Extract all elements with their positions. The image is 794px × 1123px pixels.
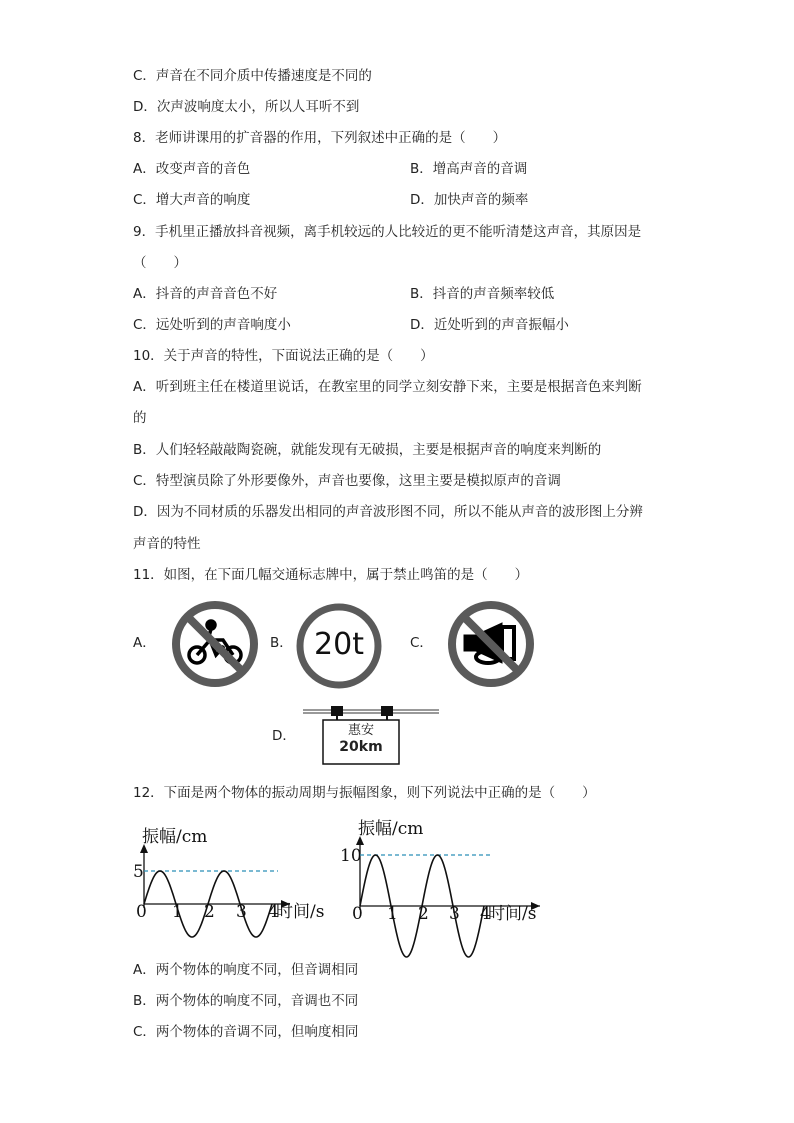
q11-label-d[interactable]: D． — [272, 728, 296, 744]
x-tick-label: 2 — [204, 902, 215, 922]
q10-option-d[interactable]: D．因为不同材质的乐器发出相同的声音波形图不同，所以不能从声音的波形图上分辨 — [133, 504, 643, 520]
q11-label-a[interactable]: A． — [133, 635, 156, 651]
question-10-stem: 10．关于声音的特性，下面说法正确的是（ ） — [133, 348, 434, 364]
weight-limit-text: 20t — [314, 627, 364, 662]
q9-option-a[interactable]: A．抖音的声音音色不好 — [133, 286, 278, 302]
x-tick-label: 2 — [418, 904, 429, 924]
y-tick-label: 10 — [340, 846, 362, 866]
q12-option-a[interactable]: A．两个物体的响度不同，但音调相同 — [133, 962, 359, 978]
q12-option-c[interactable]: C．两个物体的音调不同，但响度相同 — [133, 1024, 359, 1040]
vibration-chart-2 — [330, 818, 570, 948]
distance-sign-place: 惠安 — [347, 723, 374, 738]
x-tick-label: 3 — [449, 904, 460, 924]
x-tick-label: 1 — [172, 902, 183, 922]
q10-option-c[interactable]: C．特型演员除了外形要像外，声音也要像，这里主要是模拟原声的音调 — [133, 473, 561, 489]
q8-option-a[interactable]: A．改变声音的音色 — [133, 161, 251, 177]
y-tick-label: 5 — [133, 862, 144, 882]
q10-option-a[interactable]: A．听到班主任在楼道里说话，在教室里的同学立刻安静下来，主要是根据音色来判断 — [133, 379, 642, 395]
question-12-stem: 12．下面是两个物体的振动周期与振幅图象，则下列说法中正确的是（ ） — [133, 785, 596, 801]
no-horn-sign — [444, 601, 538, 687]
q11-label-c[interactable]: C． — [410, 635, 433, 651]
x-tick-label: 4 — [268, 902, 279, 922]
vibration-chart-1 — [130, 826, 330, 946]
q10-option-a-cont: 的 — [133, 410, 147, 426]
option-c-prev: C．声音在不同介质中传播速度是不同的 — [133, 68, 372, 84]
x-tick-label: 0 — [136, 902, 147, 922]
question-9-bracket: （ ） — [133, 255, 187, 271]
no-motorcycle-sign — [168, 600, 262, 688]
q9-option-b[interactable]: B．抖音的声音频率较低 — [410, 286, 555, 302]
q10-option-b[interactable]: B．人们轻轻敲敲陶瓷碗，就能发现有无破损，主要是根据声音的响度来判断的 — [133, 442, 602, 458]
question-8-stem: 8．老师讲课用的扩音器的作用，下列叙述中正确的是（ ） — [133, 130, 507, 146]
q9-option-d[interactable]: D．近处听到的声音振幅小 — [410, 317, 569, 333]
distance-sign-km: 20km — [339, 739, 383, 755]
q8-option-c[interactable]: C．增大声音的响度 — [133, 192, 251, 208]
y-axis-label: 振幅/cm — [358, 819, 424, 839]
q9-option-c[interactable]: C．远处听到的声音响度小 — [133, 317, 291, 333]
q11-label-b[interactable]: B． — [270, 635, 293, 651]
question-11-stem: 11．如图，在下面几幅交通标志牌中，属于禁止鸣笛的是（ ） — [133, 567, 529, 583]
x-axis-label: 时间/s — [488, 904, 537, 924]
option-d-prev: D．次声波响度太小，所以人耳听不到 — [133, 99, 360, 115]
x-tick-label: 3 — [236, 902, 247, 922]
y-axis-label: 振幅/cm — [142, 827, 208, 847]
q8-option-d[interactable]: D．加快声音的频率 — [410, 192, 529, 208]
x-tick-label: 1 — [387, 904, 398, 924]
q10-option-d-cont: 声音的特性 — [133, 536, 201, 552]
x-axis-label: 时间/s — [276, 902, 325, 922]
q8-option-b[interactable]: B．增高声音的音调 — [410, 161, 528, 177]
question-9-stem: 9．手机里正播放抖音视频，离手机较远的人比较近的更不能听清楚这声音，其原因是 — [133, 224, 642, 240]
q12-option-b[interactable]: B．两个物体的响度不同，音调也不同 — [133, 993, 359, 1009]
x-tick-label: 4 — [480, 904, 491, 924]
x-tick-label: 0 — [352, 904, 363, 924]
